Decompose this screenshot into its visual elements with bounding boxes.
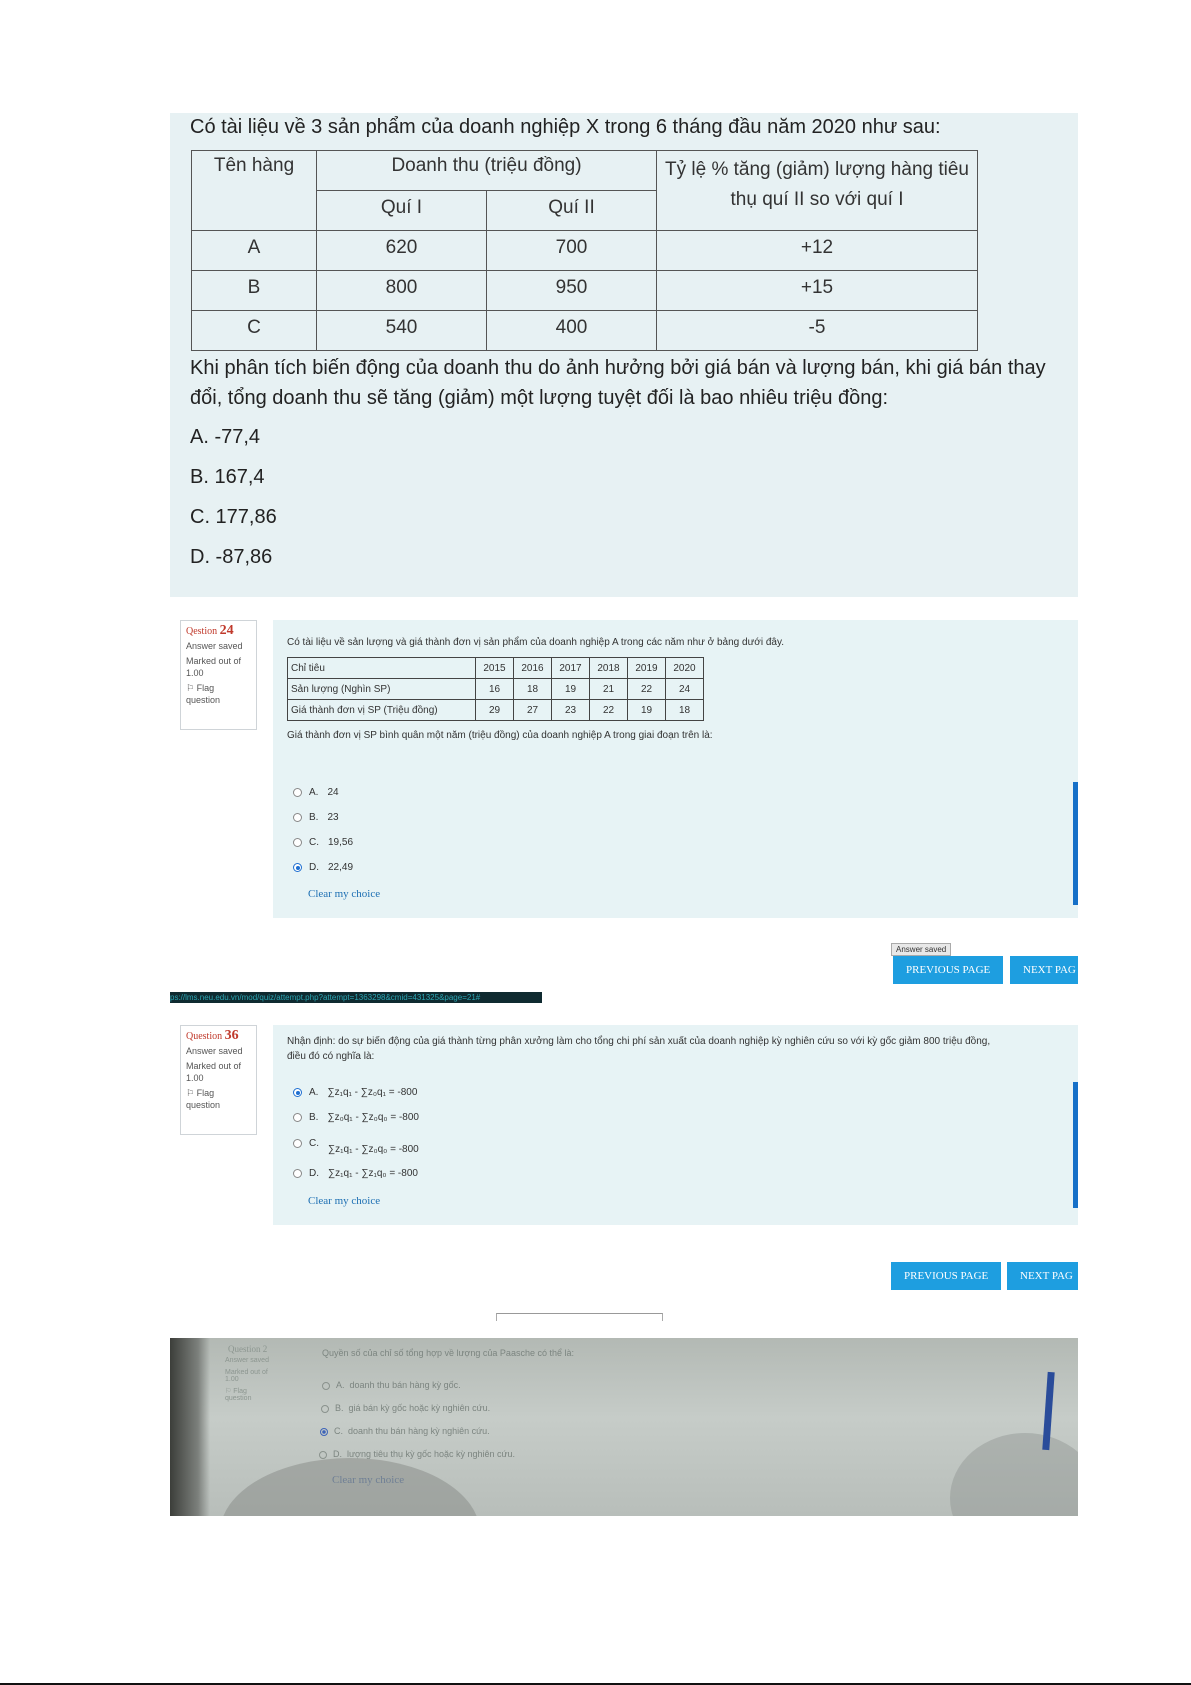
table-cell: 18 [514,679,552,700]
marked-out-of: Marked out of 1.00 [186,656,242,678]
table-cell: 620 [317,231,487,271]
divider [496,1313,663,1321]
table-cell: 2020 [666,658,704,679]
table-cell: 22 [590,700,628,721]
table-cell: 19 [552,679,590,700]
table-cell: 540 [317,311,487,351]
photo-shadow [220,1458,480,1516]
question-intro: Có tài liệu về 3 sản phẩm của doanh nghiệp X trong 6 tháng đầu năm 2020 như sau: [190,116,941,138]
answer-option-c[interactable]: C. doanh thu bán hàng kỳ nghiên cứu. [320,1426,490,1436]
table-header-rate-line2: thụ quí II so với quí I [730,189,904,210]
answer-option-a[interactable]: A. ∑z₁q₁ - ∑z₀q₁ = -800 [293,1087,417,1098]
production-table [287,657,704,721]
table-header-revenue: Doanh thu (triệu đồng) [317,151,657,191]
table-cell: 2017 [552,658,590,679]
table-header-rate-line1: Tỷ lệ % tăng (giảm) lượng hàng tiêu [665,159,969,180]
question-prompt: Khi phân tích biến động của doanh thu do ảnh hưởng bởi giá bán và lượng bán, khi giá bán thay đổi, tổng doanh thu sẽ tăng (giảm) một lượng tuyệt đối là bao nhiêu triệu đồng: [190,357,1046,409]
table-cell: 2015 [476,658,514,679]
answer-option-b[interactable]: B. ∑z₀q₁ - ∑z₀q₀ = -800 [293,1112,419,1123]
flag-icon: ⚐ [186,1088,195,1098]
question-intro-line2: điều đó có nghĩa là: [287,1051,375,1062]
radio-button[interactable] [321,1405,329,1413]
question-intro: Nhận định: do sự biến động của giá thành từng phân xưởng làm cho tổng chi phí sản xuất của doanh nghiệp kỳ nghiên cứu so với kỳ gốc giảm 800 triệu đồng, [287,1036,991,1047]
table-cell: 24 [666,679,704,700]
table-header-rate [657,151,978,231]
next-page-button[interactable]: NEXT PAG [1010,956,1078,984]
option-b: B. 167,4 [190,466,265,488]
flag-icon: ⚐ [186,683,195,693]
answer-saved-tooltip: Answer saved [891,943,951,956]
table-row [192,271,978,311]
table-cell: 21 [590,679,628,700]
question-info-24 [180,620,257,730]
table-cell: 2019 [628,658,666,679]
status-bar-url: ps://lms.neu.edu.vn/mod/quiz/attempt.php?attempt=1363298&cmid=431325&page=21# [170,992,542,1003]
table-row [192,231,978,271]
flag-question-button[interactable]: ⚐ Flag question [186,683,221,705]
table-cell: 18 [666,700,704,721]
table-cell: 29 [476,700,514,721]
table-cell: 2016 [514,658,552,679]
question-info-36 [180,1025,257,1135]
table-cell: B [192,271,317,311]
radio-button[interactable] [293,1113,302,1122]
revenue-table [191,150,978,351]
answer-option-b[interactable]: B. giá bán kỳ gốc hoặc kỳ nghiên cứu. [321,1403,490,1413]
answer-option-a[interactable]: A. doanh thu bán hàng kỳ gốc. [322,1380,461,1390]
question-status: Answer saved [225,1357,269,1364]
table-row [288,679,704,700]
radio-button[interactable] [293,788,302,797]
table-cell: 400 [487,311,657,351]
question-status: Answer saved [186,1046,243,1056]
table-cell: 800 [317,271,487,311]
option-c: C. 177,86 [190,506,277,528]
photo-of-screen [170,1338,1078,1516]
question-number: Qestion 24 [186,623,234,638]
question-block-revenue [170,113,1078,597]
answer-option-d[interactable]: D. lượng tiêu thụ kỳ gốc hoặc kỳ nghiên cứu. [319,1449,515,1459]
question-text: Quyền số của chỉ số tổng hợp về lượng của Paasche có thể là: [322,1348,574,1358]
photo-shadow [170,1338,210,1516]
radio-button[interactable] [293,1139,302,1148]
answer-option-b[interactable]: B. 23 [293,812,339,823]
photo-shadow [950,1433,1078,1516]
table-cell: +12 [657,231,978,271]
option-a: A. -77,4 [190,426,261,448]
radio-button[interactable] [322,1382,330,1390]
clear-choice-link[interactable]: Clear my choice [308,1195,381,1207]
question-number: Question 2 [228,1344,268,1354]
table-row [192,311,978,351]
previous-page-button[interactable]: PREVIOUS PAGE [891,1262,1001,1290]
table-cell: +15 [657,271,978,311]
table-cell: -5 [657,311,978,351]
table-cell: C [192,311,317,351]
option-d: D. -87,86 [190,546,273,568]
radio-button-selected[interactable] [293,1088,302,1097]
answer-option-d[interactable]: D. ∑z₁q₁ - ∑z₁q₀ = -800 [293,1168,418,1179]
question-number: Question 36 [186,1028,239,1043]
table-cell: 22 [628,679,666,700]
table-cell: 27 [514,700,552,721]
table-cell: Sản lượng (Nghìn SP) [288,679,476,700]
answer-option-c[interactable]: C. 19,56 [293,837,353,848]
table-cell: Chỉ tiêu [288,658,476,679]
radio-button[interactable] [293,813,302,822]
table-cell: 16 [476,679,514,700]
question-intro: Có tài liệu về sản lượng và giá thành đơn vị sản phẩm của doanh nghiệp A trong các năm như ở bảng dưới đây. [287,637,784,648]
question-text: Giá thành đơn vị SP bình quân một năm (triệu đồng) của doanh nghiệp A trong giai đoạn trên là: [287,730,713,741]
question-status: Answer saved [186,641,243,651]
marked-out-of: Marked out of 1.00 [225,1369,268,1383]
clear-choice-link[interactable]: Clear my choice [332,1474,405,1486]
table-cell: 19 [628,700,666,721]
flag-icon: ⚐ [225,1388,232,1395]
question-content-36 [273,1025,1078,1225]
question-info-2 [225,1344,295,1402]
table-header-name: Tên hàng [192,151,317,231]
clear-choice-link[interactable]: Clear my choice [308,888,381,900]
radio-button[interactable] [293,1169,302,1178]
answer-option-a[interactable]: A. 24 [293,787,339,798]
radio-button[interactable] [319,1451,327,1459]
drawer-toggle-bar[interactable] [1073,782,1078,905]
radio-button-selected[interactable] [293,863,302,872]
radio-button-selected[interactable] [320,1428,328,1436]
table-cell: 950 [487,271,657,311]
table-row [288,700,704,721]
question-content-24 [273,620,1078,918]
table-cell: 23 [552,700,590,721]
flag-question-button[interactable]: ⚐ Flag question [225,1388,252,1402]
flag-question-button[interactable]: ⚐ Flag question [186,1088,221,1110]
next-page-button[interactable]: NEXT PAG [1007,1262,1078,1290]
table-cell: 2018 [590,658,628,679]
table-cell: A [192,231,317,271]
previous-page-button[interactable]: PREVIOUS PAGE [893,956,1003,984]
drawer-toggle-bar[interactable] [1073,1082,1078,1208]
table-header-q2: Quí II [487,191,657,231]
table-cell: 700 [487,231,657,271]
radio-button[interactable] [293,838,302,847]
table-header-q1: Quí I [317,191,487,231]
answer-option-d[interactable]: D. 22,49 [293,862,353,873]
table-cell: Giá thành đơn vị SP (Triệu đồng) [288,700,476,721]
answer-option-c[interactable]: C. ∑z₁q₁ - ∑z₀q₀ = -800 [293,1138,419,1149]
marked-out-of: Marked out of 1.00 [186,1061,242,1083]
table-header-row [288,658,704,679]
